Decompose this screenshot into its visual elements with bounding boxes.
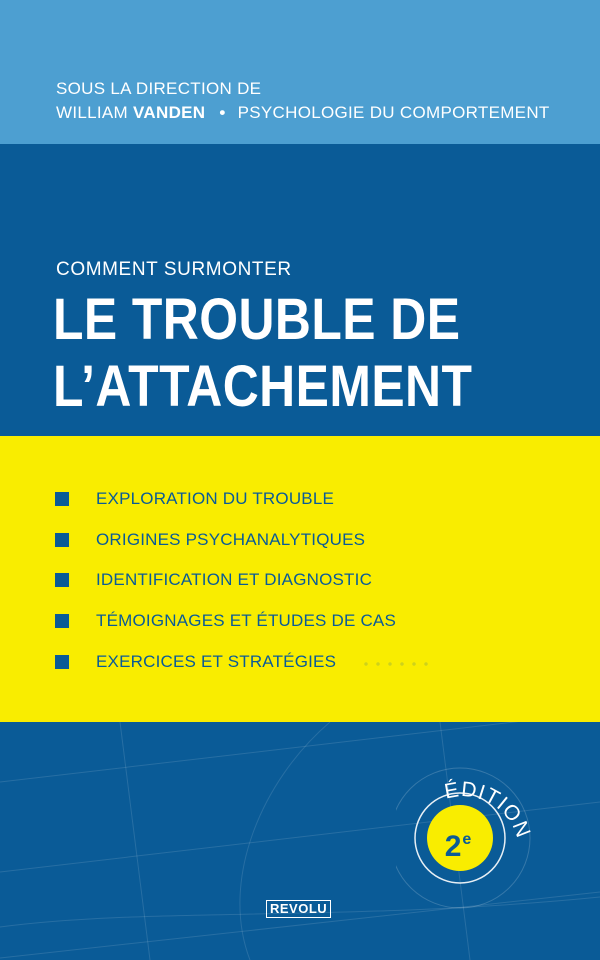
title-kicker: COMMENT SURMONTER (56, 259, 292, 280)
title-line-1: LE TROUBLE DE (53, 287, 461, 352)
author-collection-line (56, 103, 550, 123)
dotted-trail-decoration (360, 662, 430, 666)
edition-label: ÉDITION (442, 777, 535, 842)
direction-label: SOUS LA DIRECTION DE (56, 79, 262, 98)
topic-text: TÉMOIGNAGES ET ÉTUDES DE CAS (96, 611, 397, 630)
edition-number: 2e (444, 830, 472, 863)
title-line-2: L’ATTACHEMENT (53, 354, 473, 419)
publisher-logo: REVOLU (266, 900, 331, 918)
square-bullet-icon (55, 655, 69, 669)
author-band (0, 0, 600, 144)
topics-band (0, 436, 600, 722)
square-bullet-icon (55, 533, 69, 547)
topic-list (0, 436, 600, 722)
topic-text: ORIGINES PSYCHANALYTIQUES (96, 530, 366, 549)
topic-text: IDENTIFICATION ET DIAGNOSTIC (96, 570, 373, 589)
square-bullet-icon (55, 573, 69, 587)
separator-dot: • (219, 103, 226, 122)
author-last-name: VANDEN (133, 103, 206, 122)
square-bullet-icon (55, 492, 69, 506)
topic-text: EXERCICES ET STRATÉGIES (96, 652, 337, 671)
square-bullet-icon (55, 614, 69, 628)
collection-name: PSYCHOLOGIE DU COMPORTEMENT (237, 103, 550, 122)
edition-badge (396, 765, 546, 915)
topic-text: EXPLORATION DU TROUBLE (96, 489, 335, 508)
author-first-name: WILLIAM (56, 103, 129, 122)
